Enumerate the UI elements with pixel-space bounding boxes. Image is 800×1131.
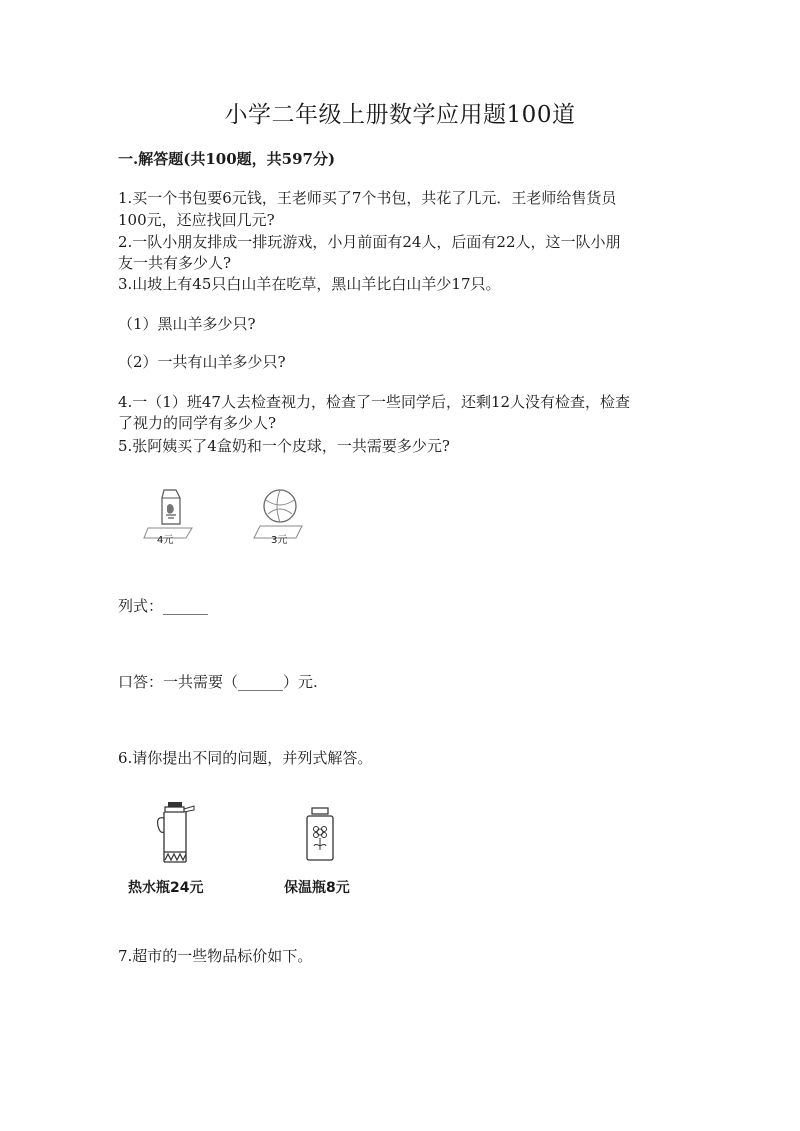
q3-sub1: （1）黑山羊多少只? bbox=[118, 315, 256, 333]
vacuum-flask-icon bbox=[302, 806, 338, 864]
q6-line1: 6.请你提出不同的问题，并列式解答。 bbox=[118, 749, 373, 767]
q4-line1: 4.一（1）班47人去检查视力，检查了一些同学后，还剩12人没有检查，检查 bbox=[118, 393, 631, 411]
q5-answer: 口答：一共需要（______）元. bbox=[118, 673, 318, 691]
q5-line1: 5.张阿姨买了4盒奶和一个皮球，一共需要多少元? bbox=[118, 437, 450, 455]
q1-line2: 100元，还应找回几元? bbox=[118, 211, 275, 229]
ball-price: 3元 bbox=[271, 535, 288, 546]
page-title: 小学二年级上册数学应用题100道 bbox=[224, 102, 576, 128]
q7-line1: 7.超市的一些物品标价如下。 bbox=[118, 947, 313, 965]
q2-line1: 2.一队小朋友排成一排玩游戏，小月前面有24人，后面有22人，这一队小朋 bbox=[118, 233, 621, 251]
q3-line1: 3.山坡上有45只白山羊在吃草，黑山羊比白山羊少17只。 bbox=[118, 275, 501, 293]
milk-price: 4元 bbox=[157, 535, 174, 546]
q1-line1: 1.买一个书包要6元钱，王老师买了7个书包，共花了几元．王老师给售货员 bbox=[118, 189, 617, 207]
section-heading: 一.解答题(共100题，共597分) bbox=[118, 150, 336, 168]
q4-line2: 了视力的同学有多少人? bbox=[118, 414, 277, 432]
q5-formula: 列式：______ bbox=[118, 597, 209, 615]
q2-line2: 友一共有多少人? bbox=[118, 254, 232, 272]
flask-label: 保温瓶8元 bbox=[284, 880, 350, 896]
kettle-label: 热水瓶24元 bbox=[128, 880, 204, 896]
thermos-kettle-icon bbox=[152, 800, 198, 866]
q3-sub2: （2）一共有山羊多少只? bbox=[118, 353, 286, 371]
